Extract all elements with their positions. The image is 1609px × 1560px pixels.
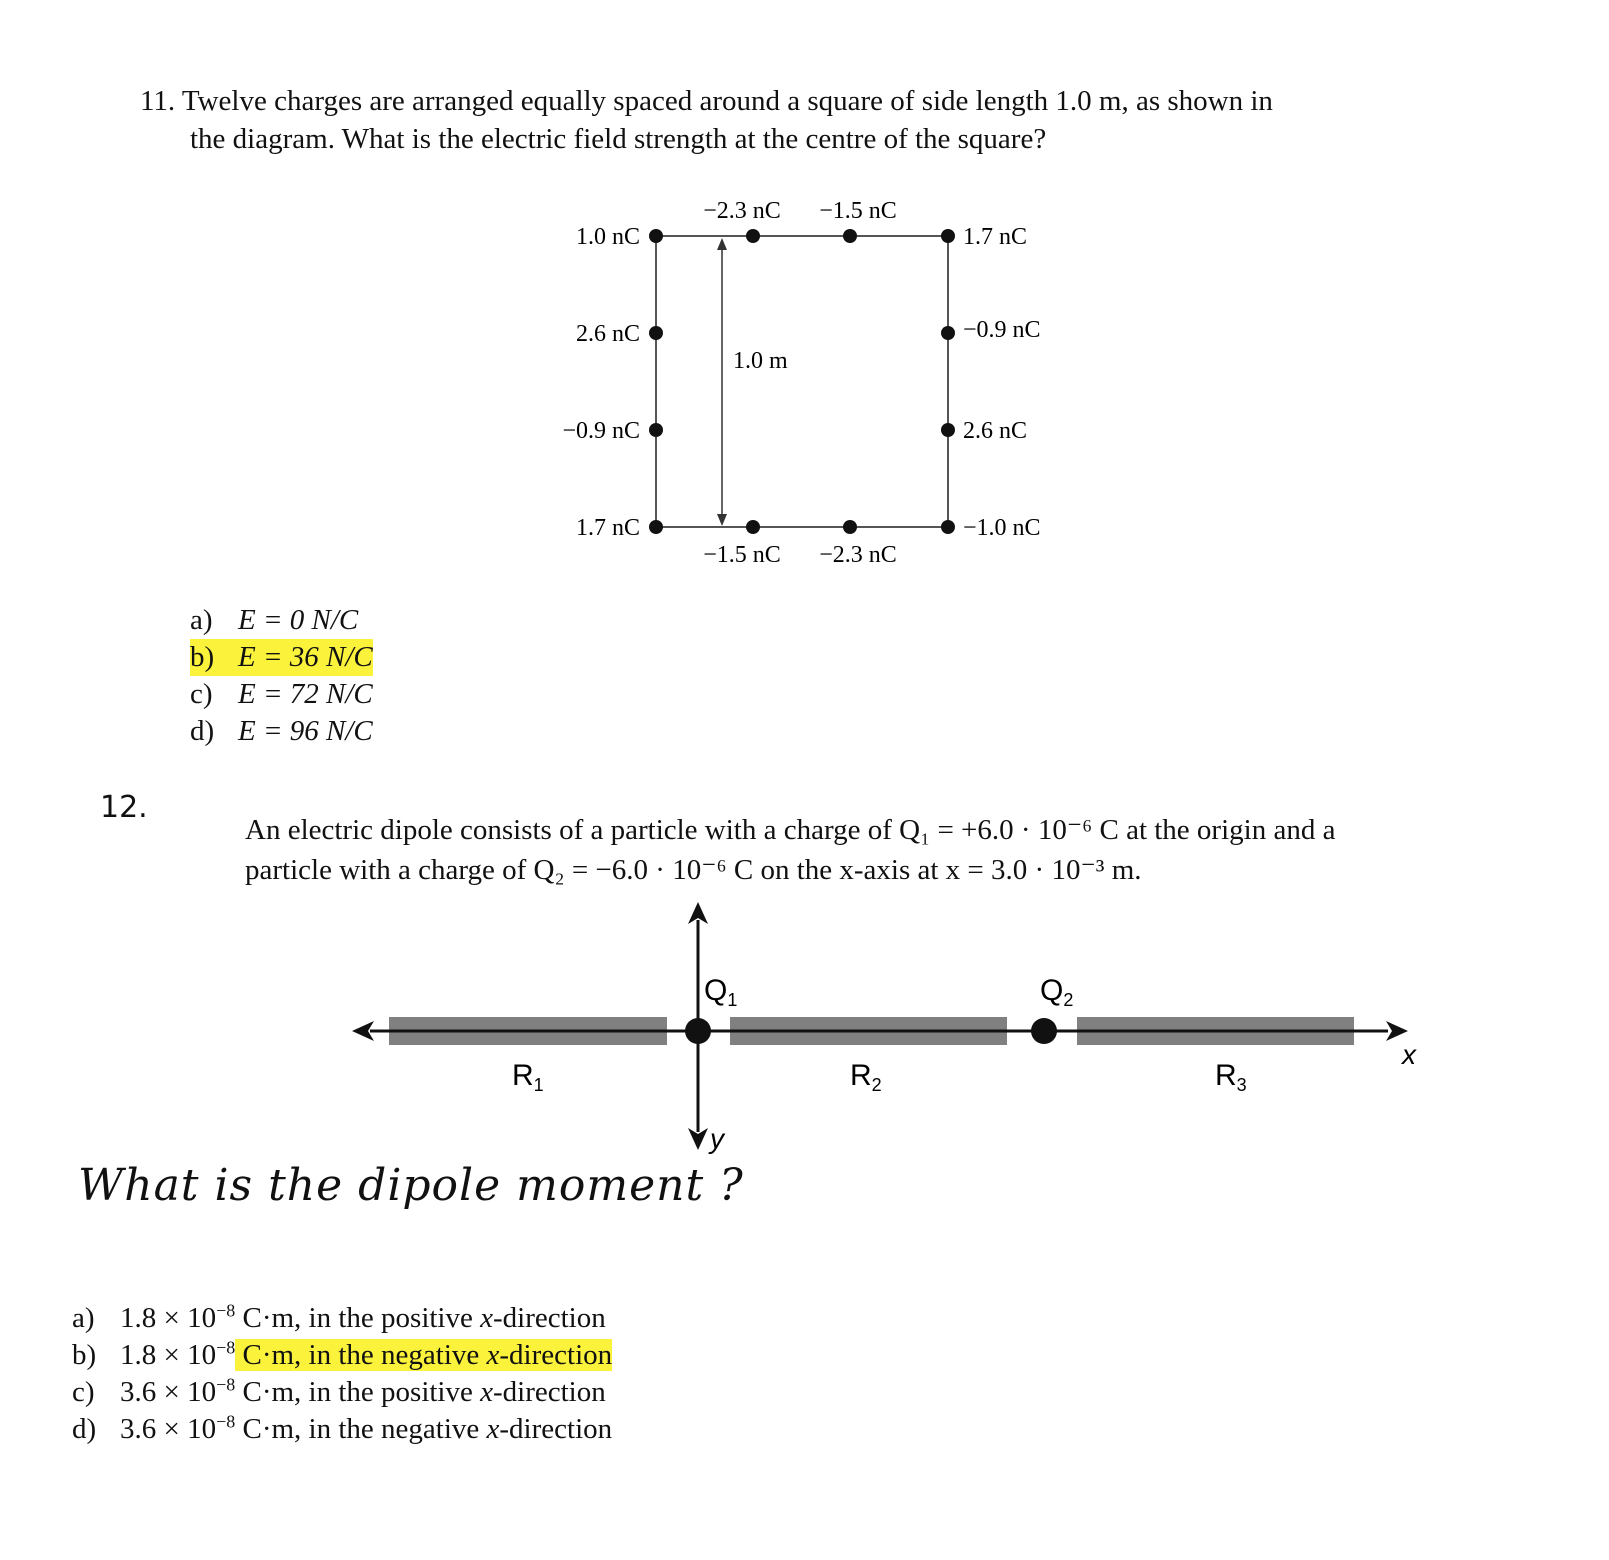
label-left-1: 1.0 nC — [575, 224, 640, 250]
charge-q1 — [685, 1018, 711, 1044]
charge-left-2 — [649, 423, 663, 437]
handwritten-question: What is the dipole moment ? — [78, 1160, 744, 1211]
q11-line-1: 11. Twelve charges are arranged equally spaced around a square of side length 1.0 m, as shown in — [140, 85, 1273, 117]
label-r1: $R_1$ — [512, 1059, 544, 1095]
label-top-2: −1.5 nC — [819, 198, 897, 224]
charge-bottom-2 — [843, 520, 857, 534]
charge-left-1 — [649, 326, 663, 340]
q12-line-2: particle with a charge of Q₂ = −6.0 · 10⁻⁶ C on the x-axis at x = 3.0 · 10⁻³ m. — [245, 854, 1142, 886]
x-axis-arrow-right — [1386, 1021, 1408, 1041]
charge-bottom-left — [649, 520, 663, 534]
charge-top-right — [941, 229, 955, 243]
q12-option-d[interactable]: d) $3.6 \times 10^{-8}$ C·m, in the negative x-direction — [72, 1411, 613, 1445]
q12-dipole-diagram — [0, 900, 1609, 1160]
label-right-1: 1.7 nC — [963, 224, 1028, 250]
label-r3: $R_3$ — [1215, 1059, 1247, 1095]
charge-right-2 — [941, 423, 955, 437]
q12-option-b[interactable]: b) $1.8 \times 10^{-8}$ C·m, in the negative x-direction — [72, 1337, 613, 1371]
q12-option-a[interactable]: a) $1.8 \times 10^{-8}$ C·m, in the positive x-direction — [72, 1300, 606, 1334]
label-top-1: −2.3 nC — [703, 198, 781, 224]
q12-options — [72, 1300, 612, 1448]
charge-top-2 — [843, 229, 857, 243]
label-y-axis: y — [710, 1123, 724, 1154]
q12-line-1: An electric dipole consists of a particle with a charge of Q₁ = +6.0 · 10⁻⁶ C at the origin and a — [245, 814, 1336, 846]
label-side-length: 1.0 m — [733, 348, 788, 374]
label-left-2: 2.6 nC — [575, 321, 640, 347]
label-q1: $Q_1$ — [704, 974, 738, 1010]
arrow-head-down — [717, 514, 727, 526]
charge-top-1 — [746, 229, 760, 243]
label-left-4: 1.7 nC — [575, 515, 640, 541]
q12-question — [245, 810, 1335, 890]
q11-option-b[interactable]: b) E = 36 N/C — [190, 639, 373, 676]
arrow-head-up — [717, 238, 727, 250]
label-bottom-2: −2.3 nC — [819, 542, 897, 568]
charge-bottom-1 — [746, 520, 760, 534]
q12-number: 12. — [100, 790, 148, 825]
label-left-3: −0.9 nC — [562, 418, 640, 444]
label-q2: $Q_2$ — [1040, 974, 1074, 1010]
q11-options — [190, 602, 373, 750]
charge-q2 — [1031, 1018, 1057, 1044]
q12-option-c[interactable]: c) $3.6 \times 10^{-8}$ C·m, in the positive x-direction — [72, 1374, 606, 1408]
square-outline — [656, 236, 948, 527]
label-r2: $R_2$ — [850, 1059, 882, 1095]
label-right-2: −0.9 nC — [963, 317, 1041, 343]
label-right-3: 2.6 nC — [963, 418, 1028, 444]
label-x-axis: x — [1402, 1039, 1416, 1070]
q11-line-2: the diagram. What is the electric field strength at the centre of the square? — [190, 123, 1047, 155]
q11-option-a[interactable]: a) E = 0 N/C — [190, 604, 359, 636]
q11-option-c[interactable]: c) E = 72 N/C — [190, 678, 373, 710]
label-right-4: −1.0 nC — [963, 515, 1041, 541]
q11-option-d[interactable]: d) E = 96 N/C — [190, 715, 373, 747]
charge-top-left — [649, 229, 663, 243]
label-bottom-1: −1.5 nC — [703, 542, 781, 568]
charge-right-1 — [941, 326, 955, 340]
charge-bottom-right — [941, 520, 955, 534]
